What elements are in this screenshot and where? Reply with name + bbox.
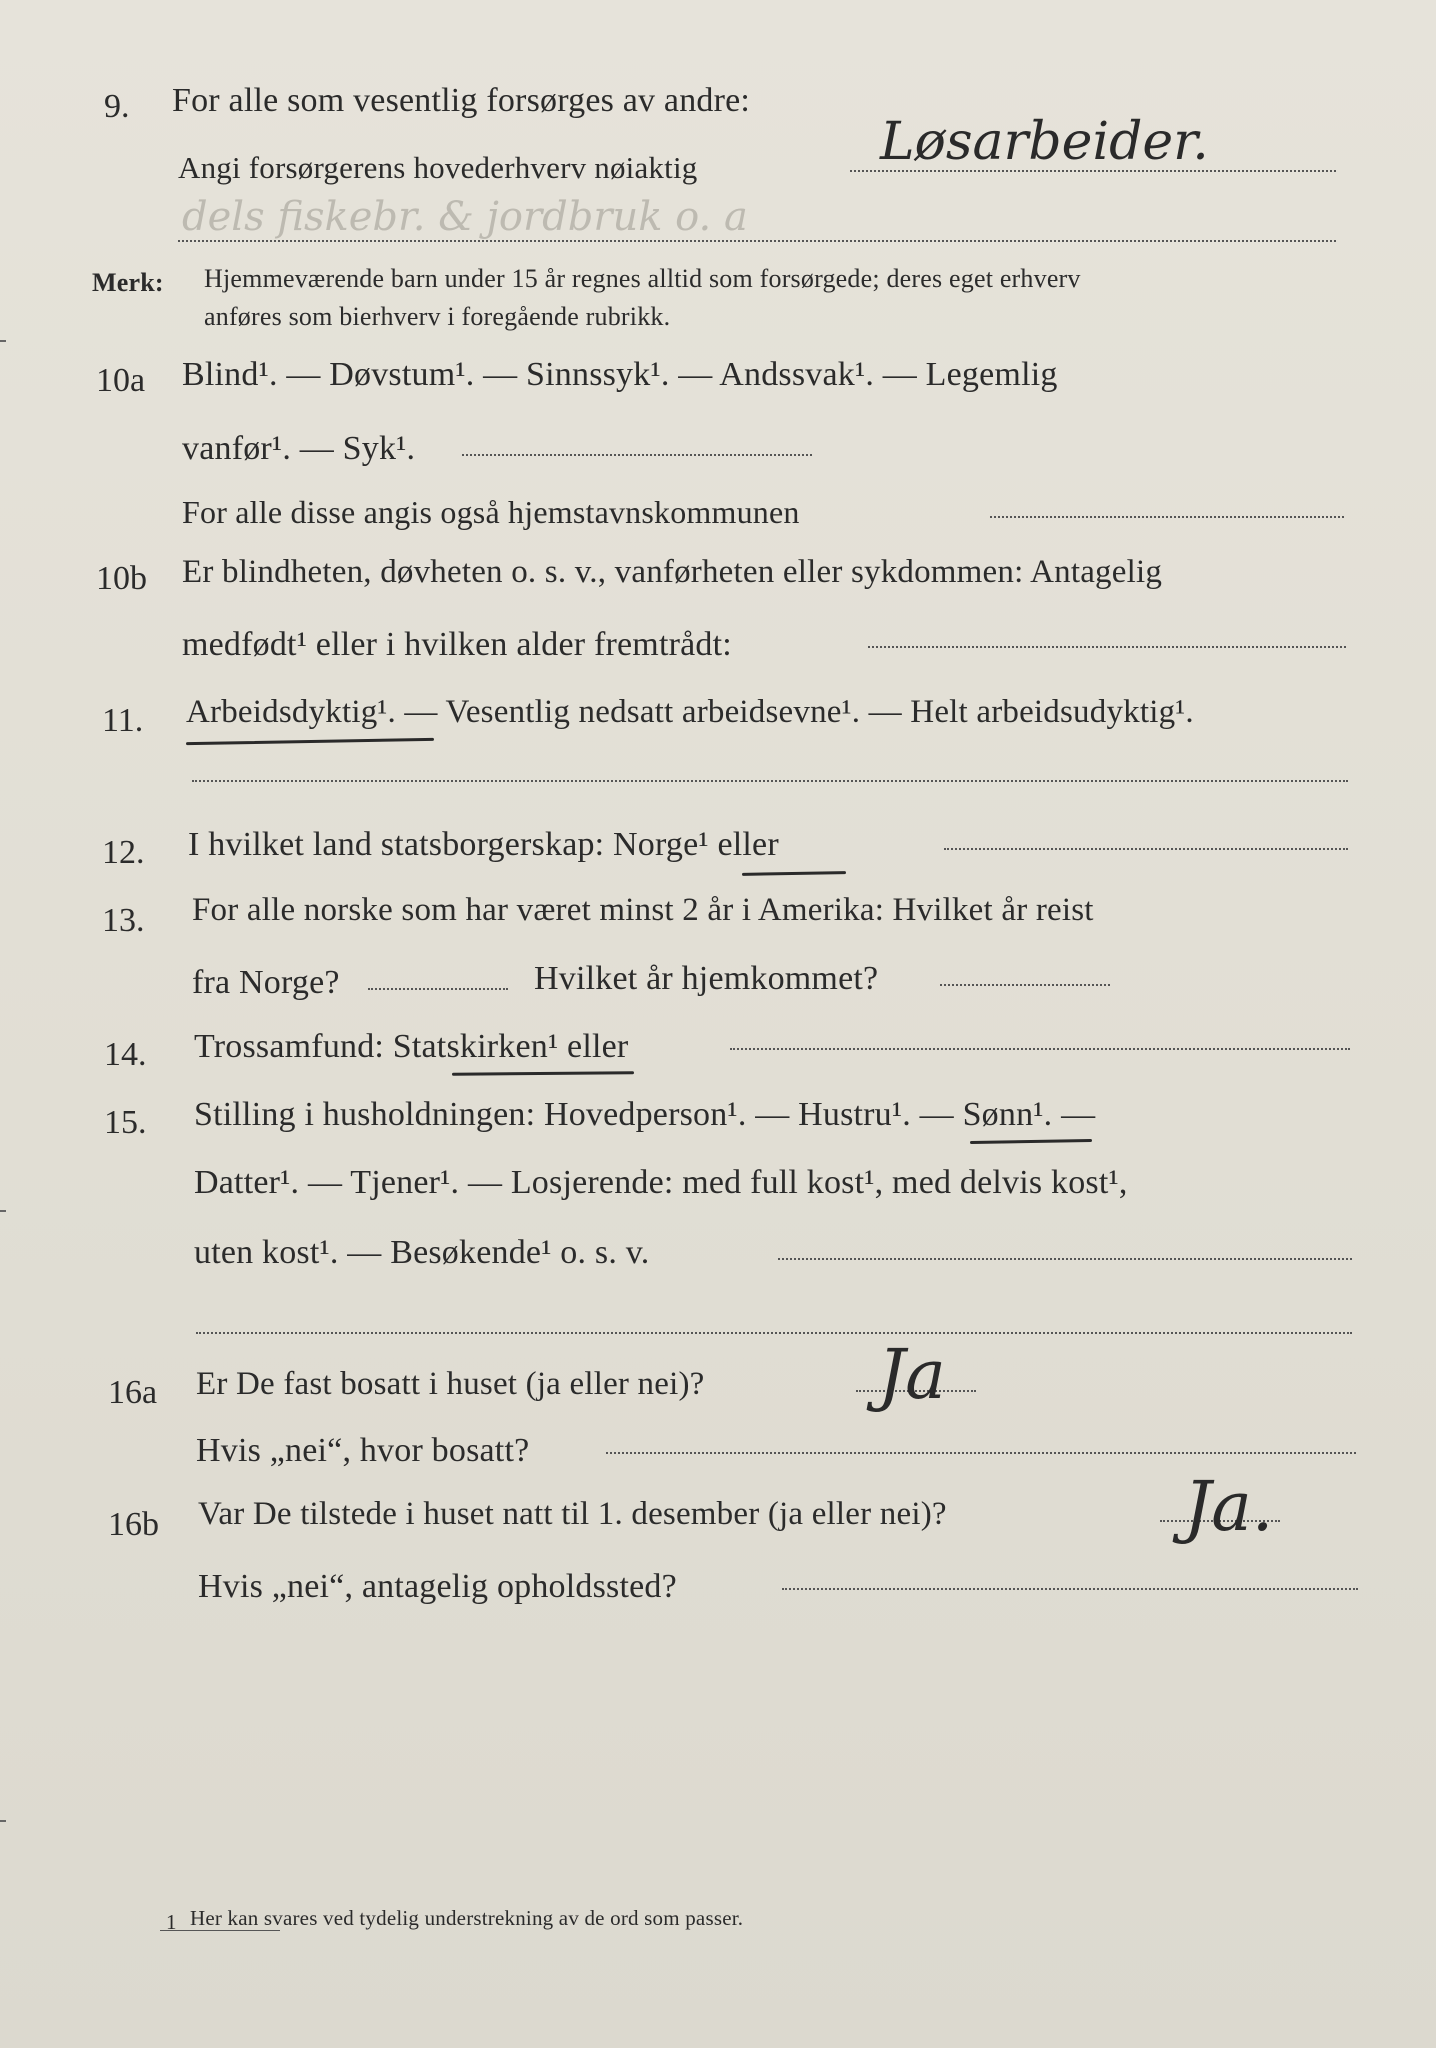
answer-line — [368, 988, 508, 990]
question-10b-line-1: Er blindheten, døvheten o. s. v., vanførheten eller sykdommen: Antagelig — [182, 554, 1163, 590]
question-12-line-1: I hvilket land statsborgerskap: Norge¹ eller — [188, 826, 779, 863]
answer-line — [462, 454, 812, 456]
footnote-mark: 1 — [166, 1910, 177, 1934]
question-13-line-2a: fra Norge? — [192, 964, 340, 1001]
question-16a-number: 16a — [108, 1374, 158, 1411]
edge-mark — [0, 1820, 6, 1822]
question-16b-line-2: Hvis „nei“, antagelig opholdssted? — [198, 1568, 677, 1605]
edge-mark — [0, 1210, 6, 1212]
question-13-line-2b: Hvilket år hjemkommet? — [534, 960, 879, 997]
merk-label: Merk: — [92, 268, 164, 297]
question-16b-number: 16b — [108, 1506, 159, 1543]
answer-line — [944, 848, 1348, 850]
handwritten-underline-statskirken — [452, 1071, 634, 1076]
answer-line — [778, 1258, 1352, 1260]
answer-handwritten-tilstede: Ja. — [1184, 1468, 1274, 1547]
answer-line — [730, 1048, 1350, 1050]
merk-line-1: Hjemmeværende barn under 15 år regnes alltid som forsørgede; deres eget erhverv — [204, 264, 1081, 293]
question-10b-number: 10b — [96, 560, 147, 597]
question-9-text: For alle som vesentlig forsørges av andre: — [172, 82, 751, 119]
answer-line — [990, 516, 1344, 518]
question-10a-line-3: For alle disse angis også hjemstavnskommunen — [182, 494, 800, 530]
answer-handwritten-occupation-2: dels fiskebr. & jordbruk o. a — [182, 194, 748, 240]
merk-line-2: anføres som bierhverv i foregående rubrikk. — [204, 302, 671, 331]
answer-line — [192, 780, 1348, 782]
question-15-line-2: Datter¹. — Tjener¹. — Losjerende: med full kost¹, med delvis kost¹, — [194, 1164, 1128, 1201]
answer-handwritten-bosatt: Ja — [878, 1336, 946, 1415]
answer-handwritten-occupation: Løsarbeider. — [880, 112, 1209, 172]
question-16a-line-2: Hvis „nei“, hvor bosatt? — [196, 1432, 530, 1469]
answer-line — [940, 984, 1110, 986]
answer-line — [196, 1332, 1352, 1334]
question-15-line-3: uten kost¹. — Besøkende¹ o. s. v. — [194, 1234, 650, 1271]
footnote-text: Her kan svares ved tydelig understrekning av de ord som passer. — [190, 1906, 744, 1930]
question-15-number: 15. — [104, 1104, 147, 1141]
question-15-line-1: Stilling i husholdningen: Hovedperson¹. — Hustru¹. — Sønn¹. — — [194, 1096, 1096, 1133]
answer-line — [868, 646, 1346, 648]
question-16b-line-1: Var De tilstede i huset natt til 1. desember (ja eller nei)? — [198, 1496, 947, 1532]
question-14-number: 14. — [104, 1036, 147, 1073]
question-11-line-1: Arbeidsdyktig¹. — Vesentlig nedsatt arbeidsevne¹. — Helt arbeidsudyktig¹. — [186, 694, 1194, 730]
question-11-number: 11. — [102, 702, 144, 739]
handwritten-underline-arbeidsdyktig — [186, 738, 434, 745]
handwritten-underline-norge — [742, 871, 846, 876]
question-9-number: 9. — [104, 88, 130, 125]
question-13-number: 13. — [102, 902, 145, 939]
question-12-number: 12. — [102, 834, 145, 871]
question-10a-line-2: vanfør¹. — Syk¹. — [182, 430, 416, 467]
question-14-line-1: Trossamfund: Statskirken¹ eller — [194, 1028, 629, 1065]
question-16a-line-1: Er De fast bosatt i huset (ja eller nei)? — [196, 1366, 705, 1402]
answer-line — [178, 240, 1336, 242]
question-13-line-1: For alle norske som har været minst 2 år i Amerika: Hvilket år reist — [192, 892, 1094, 928]
question-9-label: Angi forsørgerens hovederhverv nøiaktig — [178, 150, 698, 185]
question-10a-number: 10a — [96, 362, 146, 399]
question-10a-line-1: Blind¹. — Døvstum¹. — Sinnssyk¹. — Andssvak¹. — Legemlig — [182, 356, 1058, 393]
question-10b-line-2: medfødt¹ eller i hvilken alder fremtrådt: — [182, 626, 732, 663]
edge-mark — [0, 340, 6, 342]
handwritten-underline-hustru — [970, 1139, 1092, 1144]
answer-line — [606, 1452, 1356, 1454]
answer-line — [782, 1588, 1358, 1590]
